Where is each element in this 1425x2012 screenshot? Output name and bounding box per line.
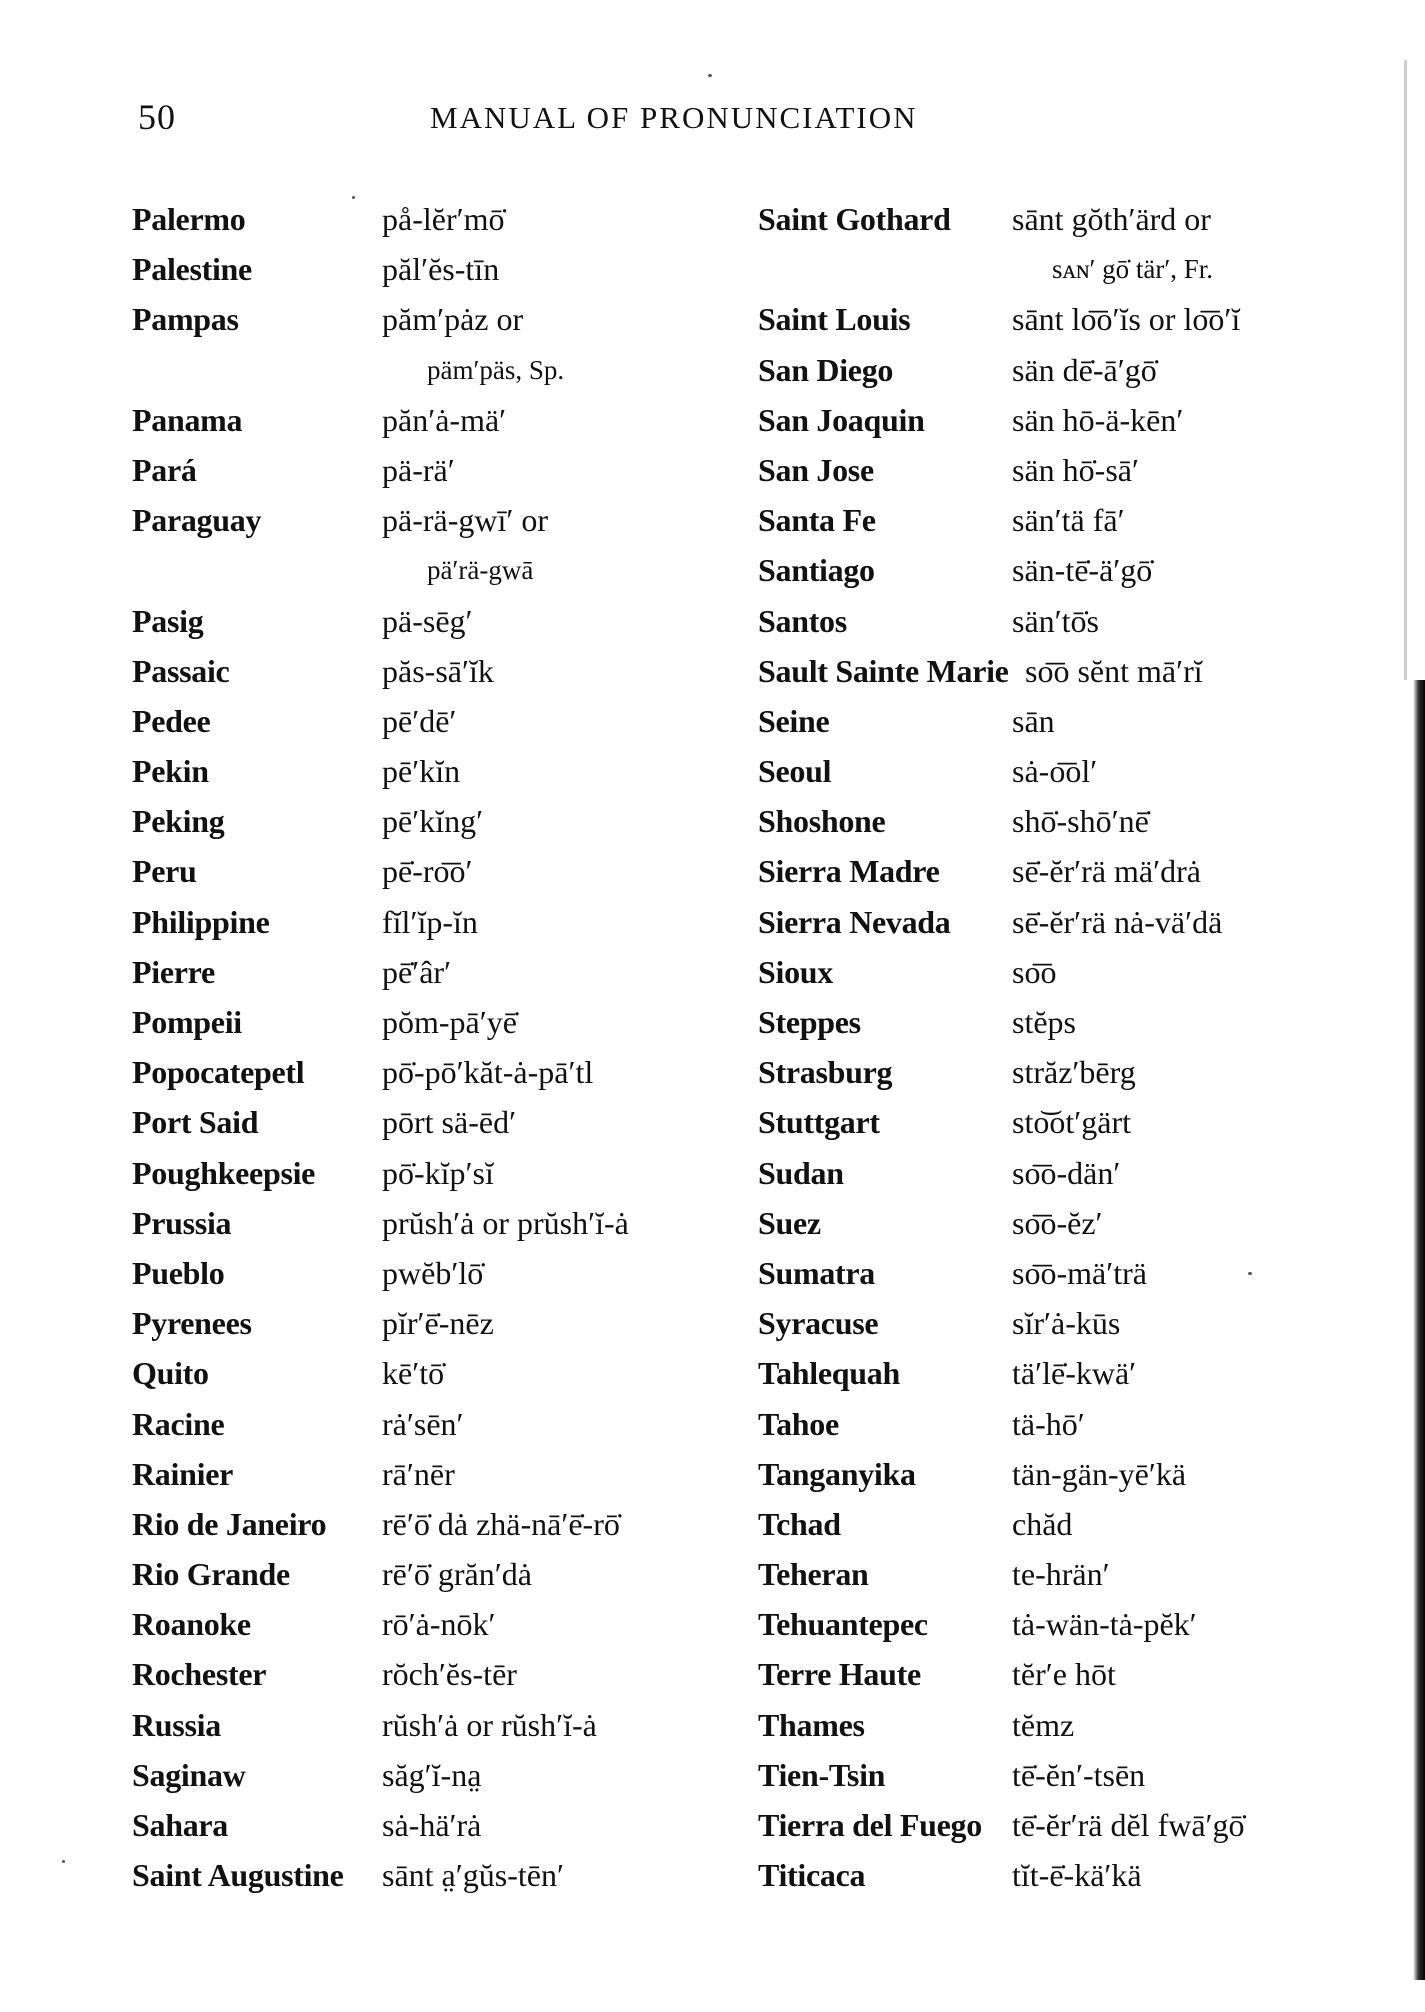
place-name: Sierra Madre [758, 853, 940, 890]
place-name: Tanganyika [758, 1455, 916, 1492]
entry-row [132, 294, 752, 344]
pronunciation: stĕps [1012, 1004, 1076, 1040]
pronunciation: sȧ-o͞ol′ [1012, 753, 1098, 790]
pronunciation: rō′ȧ-nōk′ [382, 1606, 496, 1643]
entry-row [132, 1298, 752, 1348]
place-name: Syracuse [758, 1305, 879, 1342]
pronunciation: pwĕb′lō̇ [382, 1254, 484, 1291]
place-name: Palermo [132, 201, 246, 237]
page-number: 50 [138, 97, 176, 137]
place-name: Palestine [132, 251, 252, 288]
pronunciation: sto͝ot′gärt [1012, 1104, 1131, 1141]
place-name: Prussia [132, 1204, 232, 1241]
place-name: Peru [132, 853, 197, 890]
pronunciation: tē̇-ĕn′-tsēn [1012, 1756, 1146, 1793]
entry-row [758, 194, 1358, 244]
place-name: Peking [132, 803, 225, 840]
pronunciation: sᴀɴ′ gō̇ tär′, Fr. [1052, 254, 1214, 285]
place-name: Titicaca [758, 1857, 866, 1894]
entry-row [758, 1449, 1358, 1499]
pronunciation: sē̇-ĕr′rä nȧ-vä′dä [1012, 903, 1223, 940]
pronunciation: so͞o-ĕz′ [1012, 1204, 1103, 1241]
place-name: Seoul [758, 753, 832, 790]
entry-row [132, 1649, 752, 1699]
place-name: Saint Gothard [758, 201, 951, 237]
place-name: Pará [132, 451, 197, 488]
entry-row [758, 696, 1358, 746]
place-name: Rainier [132, 1455, 233, 1492]
entry-row [758, 445, 1358, 495]
pronunciation: på-lĕr′mō̇ [382, 201, 505, 237]
entry-continuation [758, 244, 1358, 294]
place-name: Santiago [758, 552, 875, 589]
entry-row [132, 1047, 752, 1097]
entry-row [758, 1097, 1358, 1147]
pronunciation: sānt gŏth′ärd or [1012, 201, 1211, 237]
entry-row [758, 1750, 1358, 1800]
place-name: Pompeii [132, 1004, 242, 1040]
entry-row [758, 1148, 1358, 1198]
pronunciation: päm′päs, Sp. [427, 354, 565, 385]
place-name: Thames [758, 1706, 865, 1743]
entry-continuation [132, 545, 752, 595]
entry-row [132, 194, 752, 244]
pronunciation: tän-gän-yē′kä [1012, 1455, 1187, 1492]
place-name: Sault Sainte Marie [758, 652, 1009, 689]
entry-row [132, 746, 752, 796]
place-name: Pampas [132, 301, 239, 338]
place-name: Russia [132, 1706, 221, 1743]
entry-row [758, 897, 1358, 947]
entry-row [132, 947, 752, 997]
pronunciation: sän hō̇-sā′ [1012, 451, 1139, 488]
pronunciation: săg′ĭ-na̤ [382, 1756, 482, 1793]
entry-row [132, 796, 752, 846]
place-name: Rio de Janeiro [132, 1505, 327, 1542]
pronunciation: te-hrän′ [1012, 1556, 1110, 1593]
place-name: Popocatepetl [132, 1054, 305, 1091]
pronunciation: tä-hō′ [1012, 1405, 1085, 1442]
pronunciation: tĕmz [1012, 1706, 1075, 1743]
pronunciation: fĭl′ĭp-ĭn [382, 903, 478, 940]
scan-speck [708, 74, 712, 77]
place-name: Sumatra [758, 1254, 876, 1291]
entry-row [132, 244, 752, 294]
pronunciation: rȧ′sēn′ [382, 1405, 464, 1442]
pronunciation: chăd [1012, 1505, 1073, 1542]
pronunciation: rē′ō̇ grăn′dȧ [382, 1556, 532, 1593]
right-column [758, 194, 1358, 1900]
pronunciation: pä′rä-gwā [427, 555, 534, 586]
pronunciation: sān [1012, 702, 1055, 739]
entry-row [132, 1248, 752, 1298]
pronunciation: pĭr′ē̇-nēz [382, 1305, 494, 1342]
place-name: Pekin [132, 753, 209, 790]
entry-continuation [132, 345, 752, 395]
place-name: Quito [132, 1355, 209, 1392]
place-name: San Jose [758, 451, 874, 488]
place-name: Suez [758, 1204, 821, 1241]
pronunciation: tȧ-wän-tȧ-pĕk′ [1012, 1606, 1197, 1643]
entry-row [758, 395, 1358, 445]
entry-row [758, 495, 1358, 545]
pronunciation: pō̇-kĭp′sĭ [382, 1154, 494, 1191]
pronunciation: pŏm-pā′yē̇ [382, 1004, 517, 1040]
entry-row [758, 1800, 1358, 1850]
pronunciation: so͞o [1012, 953, 1057, 990]
place-name: San Joaquin [758, 401, 925, 438]
place-name: Saginaw [132, 1756, 246, 1793]
pronunciation: străz′bērg [1012, 1054, 1136, 1091]
entry-row [132, 1549, 752, 1599]
entry-row [758, 345, 1358, 395]
pronunciation: sānt lo͞o′ĭs or lo͞o′ĭ [1012, 301, 1241, 338]
place-name: Paraguay [132, 502, 262, 539]
entry-row [132, 445, 752, 495]
entry-row [132, 1097, 752, 1147]
pronunciation: sän hō-ä-kēn′ [1012, 401, 1184, 438]
pronunciation: pä-rä-gwī′ or [382, 502, 549, 539]
pronunciation: kē′tō̇ [382, 1355, 445, 1392]
entry-row [132, 1700, 752, 1750]
pronunciation: tä′lē̇-kwä′ [1012, 1355, 1137, 1392]
place-name: Saint Louis [758, 301, 911, 338]
entry-row [132, 1499, 752, 1549]
place-name: Passaic [132, 652, 230, 689]
entry-row [758, 997, 1358, 1047]
pronunciation: rē′ō̇ dȧ zhä-nā′ē̇-rō̇ [382, 1505, 620, 1542]
entry-row [758, 1298, 1358, 1348]
place-name: Panama [132, 401, 243, 438]
pronunciation: pä-sēg′ [382, 602, 473, 639]
pronunciation: sän′tō̇s [1012, 602, 1099, 639]
place-name: Pierre [132, 953, 215, 990]
place-name: Pasig [132, 602, 204, 639]
entry-row [132, 696, 752, 746]
pronunciation: sän-tē̇-ä′gō̇ [1012, 552, 1153, 589]
entry-row [132, 1348, 752, 1398]
pronunciation: sän dē̇-ā′gō̇ [1012, 351, 1157, 388]
pronunciation: pōrt sä-ēd′ [382, 1104, 517, 1141]
place-name: Shoshone [758, 803, 886, 840]
entry-row [758, 1198, 1358, 1248]
page-header [138, 96, 1138, 146]
entry-row [758, 1348, 1358, 1398]
place-name: Sahara [132, 1807, 228, 1843]
scan-speck [1248, 1272, 1252, 1275]
pronunciation: tĕr′e hōt [1012, 1656, 1116, 1693]
place-name: Sioux [758, 953, 833, 990]
place-name: Tahoe [758, 1405, 839, 1442]
place-name: Poughkeepsie [132, 1154, 316, 1191]
place-name: Tahlequah [758, 1355, 900, 1392]
entry-row [758, 1599, 1358, 1649]
entry-row [132, 1850, 752, 1900]
place-name: Rochester [132, 1656, 267, 1693]
entry-row [758, 796, 1358, 846]
place-name: Sudan [758, 1154, 844, 1191]
entry-row [758, 294, 1358, 344]
pronunciation: pō̇-pō′kăt-ȧ-pā′tl [382, 1054, 594, 1091]
place-name: Roanoke [132, 1606, 251, 1643]
entry-row [758, 1399, 1358, 1449]
running-head: MANUAL OF PRONUNCIATION [430, 100, 918, 135]
entry-row [758, 1549, 1358, 1599]
pronunciation: prŭsh′ȧ or prŭsh′ĭ-ȧ [382, 1204, 629, 1241]
place-name: Santa Fe [758, 502, 876, 539]
place-name: Stuttgart [758, 1104, 880, 1141]
pronunciation: sē̇-ĕr′rä mä′drȧ [1012, 853, 1201, 890]
entry-row [132, 1800, 752, 1850]
entry-row [758, 1248, 1358, 1298]
entry-row [132, 1148, 752, 1198]
pronunciation: rŏch′ĕs-tēr [382, 1656, 517, 1693]
place-name: Tchad [758, 1505, 841, 1542]
scan-edge-shadow [1413, 680, 1425, 1980]
entry-row [132, 1750, 752, 1800]
place-name: Terre Haute [758, 1656, 921, 1693]
pronunciation: păm′pȧz or [382, 301, 524, 338]
entry-row [758, 947, 1358, 997]
pronunciation: pē̇-ro͞o′ [382, 853, 473, 890]
entry-row [758, 1649, 1358, 1699]
entry-row [132, 646, 752, 696]
place-name: Santos [758, 602, 847, 639]
pronunciation: păl′ĕs-tīn [382, 251, 500, 288]
entry-row [132, 395, 752, 445]
entry-row [758, 1499, 1358, 1549]
place-name: Port Said [132, 1104, 259, 1141]
entry-row [758, 646, 1358, 696]
left-column [132, 194, 752, 1900]
place-name: Racine [132, 1405, 225, 1442]
pronunciation: păs-sā′ĭk [382, 652, 494, 689]
entry-row [132, 1399, 752, 1449]
pronunciation: pē̇′âr′ [382, 953, 452, 990]
scan-edge-line [1404, 60, 1407, 680]
place-name: Rio Grande [132, 1556, 290, 1593]
entry-row [132, 997, 752, 1047]
pronunciation: pē′kĭng′ [382, 803, 484, 840]
entry-row [132, 596, 752, 646]
entry-row [132, 1599, 752, 1649]
pronunciation: sȧ-hä′rȧ [382, 1807, 482, 1843]
place-name: Tehuantepec [758, 1606, 928, 1643]
pronunciation: so͞o-mä′trä [1012, 1254, 1147, 1291]
pronunciation: rā′nēr [382, 1455, 455, 1492]
pronunciation: sän′tä fā′ [1012, 502, 1125, 539]
pronunciation: pä-rä′ [382, 451, 455, 488]
entry-row [132, 846, 752, 896]
place-name: Seine [758, 702, 830, 739]
entry-row [758, 746, 1358, 796]
pronunciation: rŭsh′ȧ or rŭsh′ĭ-ȧ [382, 1706, 597, 1743]
place-name: Philippine [132, 903, 270, 940]
pronunciation: so͞o sĕnt mā′rĭ [1025, 652, 1203, 689]
entry-row [758, 596, 1358, 646]
pronunciation: păn′ȧ-mä′ [382, 401, 507, 438]
pronunciation: tē̇-ĕr′rä dĕl fwā′gō̇ [1012, 1807, 1245, 1843]
place-name: Pueblo [132, 1254, 225, 1291]
entry-row [132, 1449, 752, 1499]
entry-row [758, 846, 1358, 896]
place-name: Teheran [758, 1556, 869, 1593]
place-name: Steppes [758, 1004, 861, 1040]
scan-speck [352, 196, 355, 199]
entry-row [132, 1198, 752, 1248]
place-name: San Diego [758, 351, 894, 388]
entry-row [758, 1850, 1358, 1900]
pronunciation: so͞o-dän′ [1012, 1154, 1121, 1191]
place-name: Sierra Nevada [758, 903, 951, 940]
place-name: Saint Augustine [132, 1857, 344, 1894]
entry-row [758, 1700, 1358, 1750]
entry-row [758, 545, 1358, 595]
pronunciation: sĭr′ȧ-kūs [1012, 1305, 1121, 1342]
place-name: Tien-Tsin [758, 1756, 886, 1793]
scan-speck [62, 1860, 65, 1863]
pronunciation: tĭt-ē̇-kä′kä [1012, 1857, 1142, 1894]
pronunciation: sānt a̤′gŭs-tēn′ [382, 1857, 564, 1894]
place-name: Strasburg [758, 1054, 893, 1091]
entry-row [758, 1047, 1358, 1097]
pronunciation: pē′dē′ [382, 702, 457, 739]
entry-row [132, 495, 752, 545]
place-name: Pedee [132, 702, 211, 739]
entry-row [132, 897, 752, 947]
pronunciation: shō̇-shō′nē̇ [1012, 803, 1149, 840]
place-name: Tierra del Fuego [758, 1807, 982, 1843]
pronunciation: pē′kĭn [382, 753, 461, 790]
place-name: Pyrenees [132, 1305, 252, 1342]
